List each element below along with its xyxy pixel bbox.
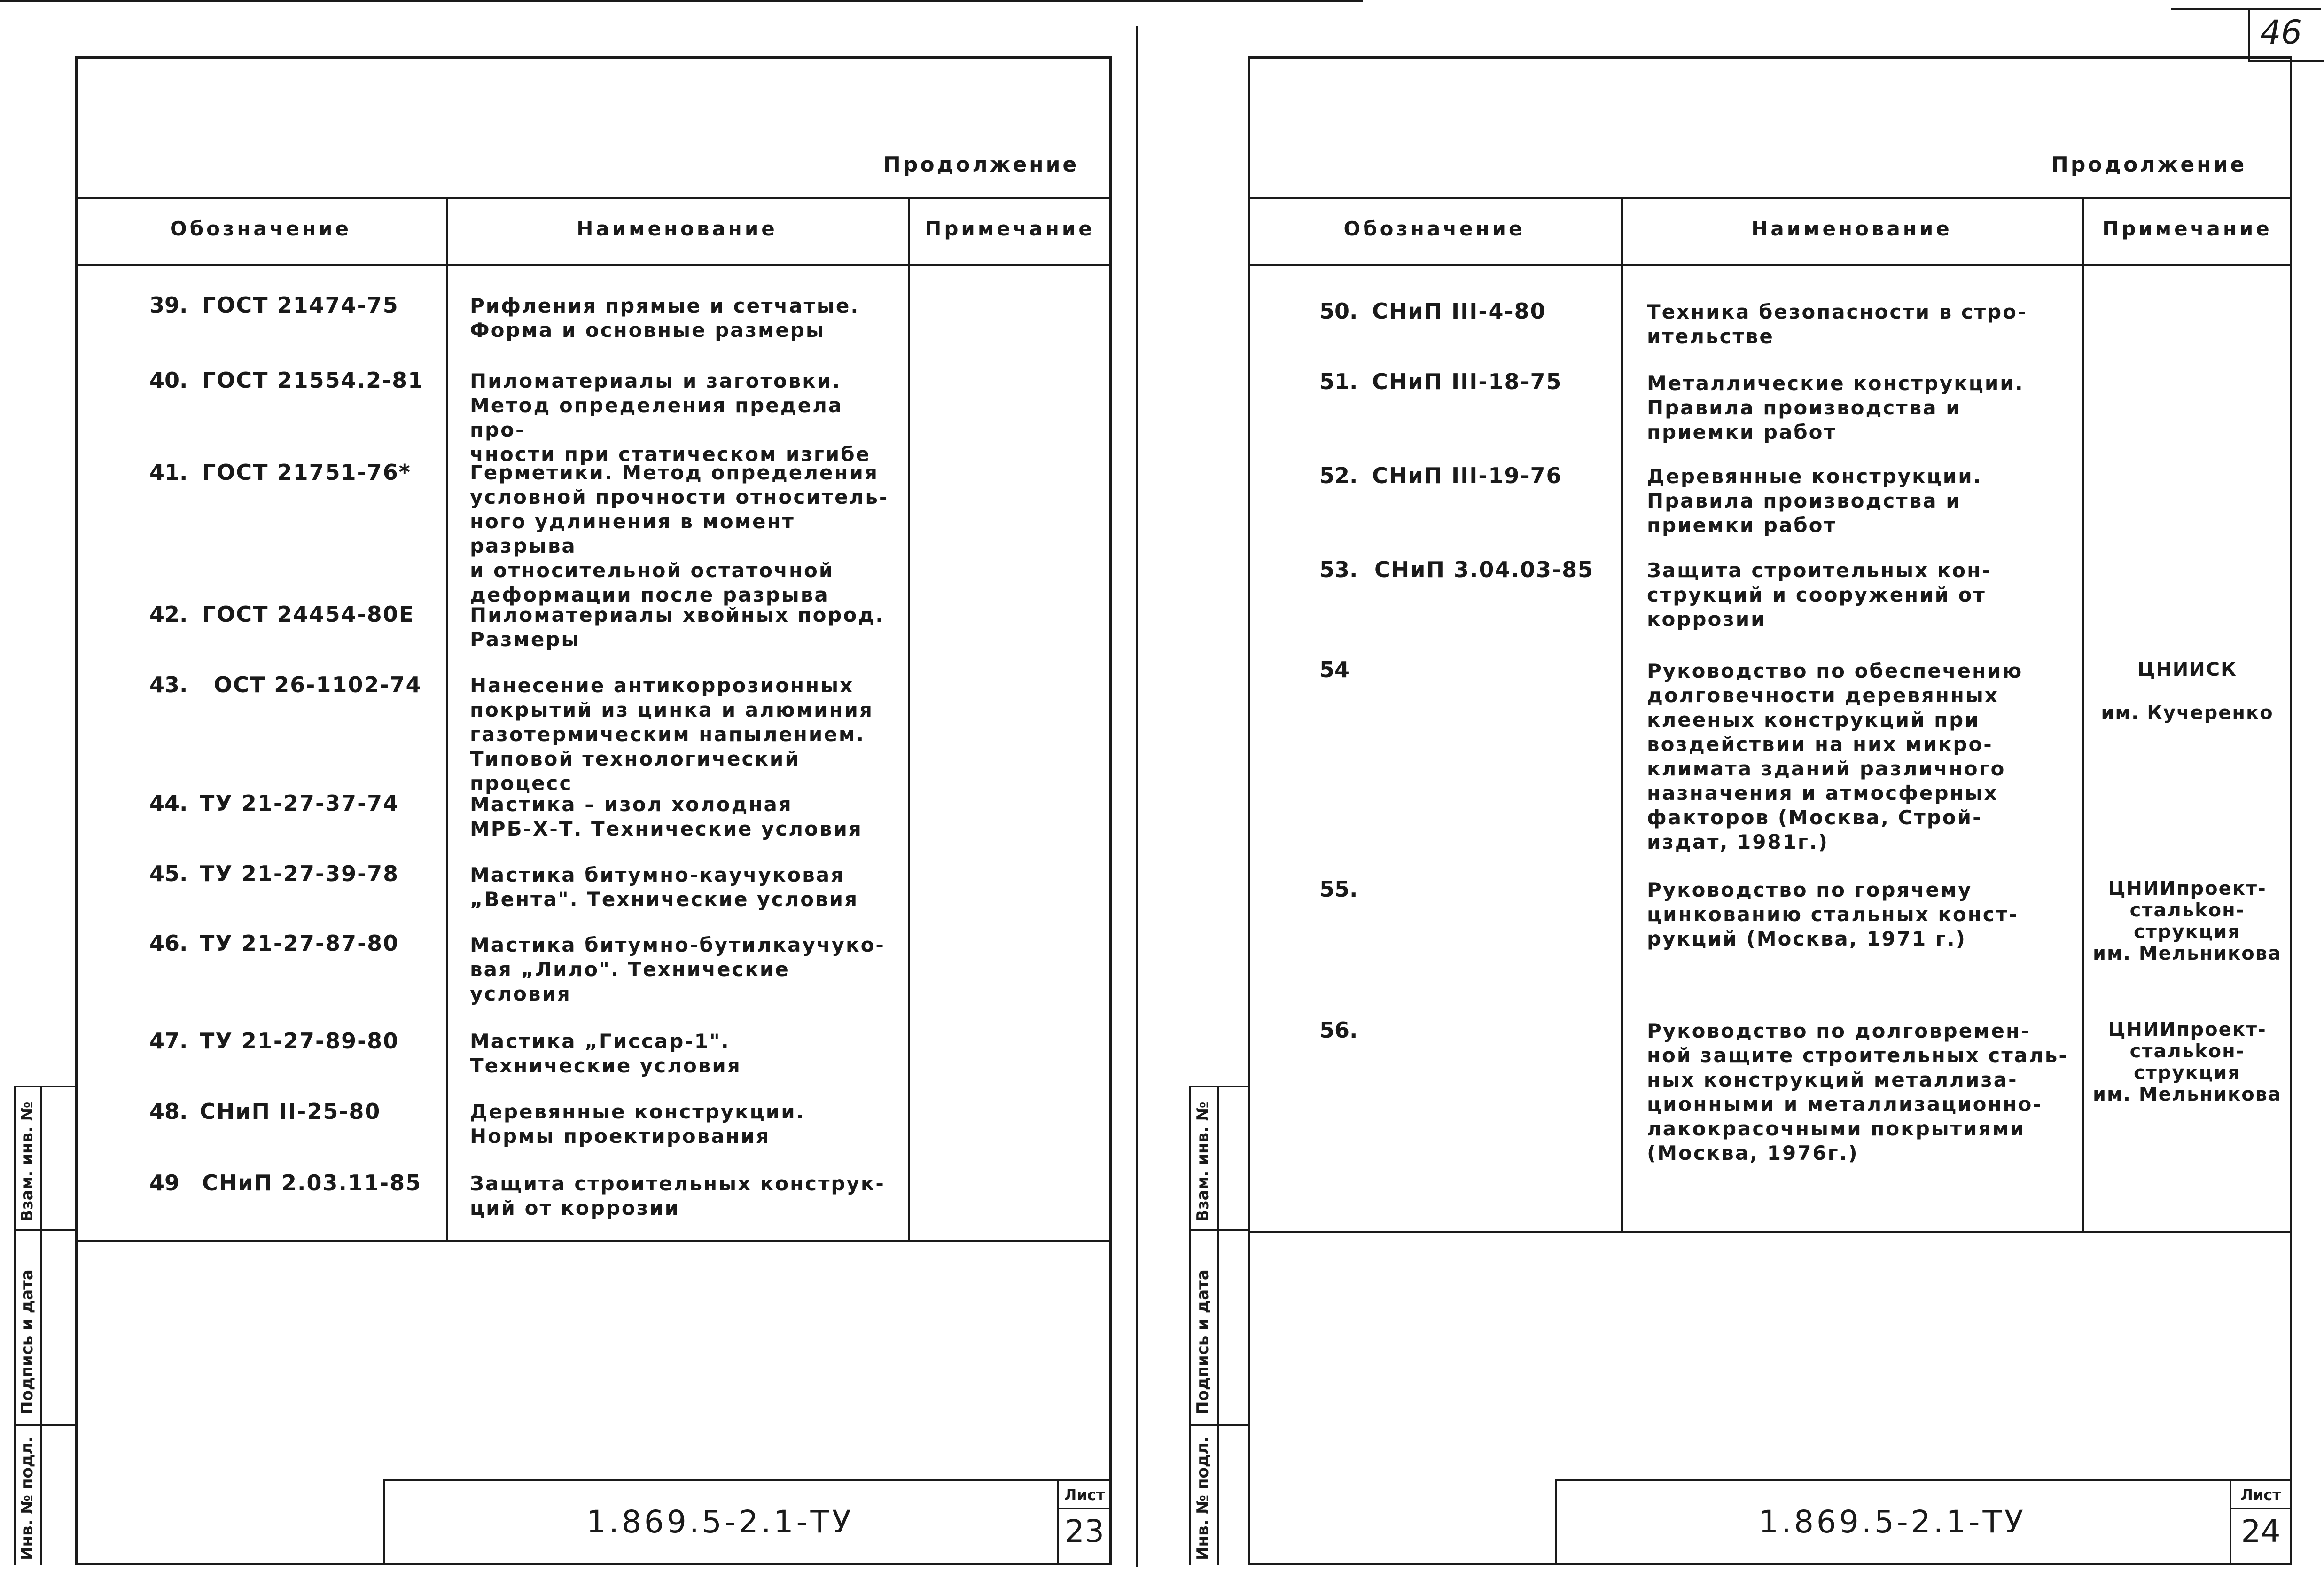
left-doc-code: 1.869.5-2.1-ТУ — [586, 1504, 854, 1540]
row-number: 47. — [149, 1028, 188, 1054]
left-continuation-label: Продолжение — [883, 153, 1079, 177]
left-side-label-replace: Взам. инв. № — [18, 1102, 37, 1222]
row-number: 48. — [149, 1099, 188, 1124]
row-designation: ТУ 21-27-37-74 — [200, 790, 399, 816]
page-number-box-top — [2171, 8, 2321, 10]
right-doc-code: 1.869.5-2.1-ТУ — [1758, 1504, 2027, 1540]
right-stamp-sheet-line — [2230, 1508, 2292, 1509]
row-number: 55. — [1319, 876, 1358, 902]
row-name: Рифления прямые и сетчатые. Форма и основные размеры — [470, 294, 860, 342]
row-number: 42. — [149, 602, 188, 627]
fold-line — [1136, 26, 1138, 1567]
right-sheet-label: Лист — [2240, 1486, 2281, 1504]
left-side-stamp-div-1 — [14, 1229, 75, 1231]
row-number: 52. — [1319, 463, 1358, 488]
row-note: ЦНИИСК им. Кучеренко — [2101, 659, 2274, 724]
row-note: ЦНИИпроект- стальkон- струкция им. Мельникова — [2093, 1019, 2282, 1105]
row-name: Мастика битумно-бутилкаучуко- вая „Лило". Технические условия — [470, 933, 885, 1005]
row-name: Пиломатериалы хвойных пород. Размеры — [470, 603, 885, 651]
row-number: 53. — [1319, 557, 1358, 582]
left-stamp-top-line — [383, 1479, 1112, 1481]
left-side-stamp-outer — [14, 1086, 16, 1565]
row-number: 56. — [1319, 1017, 1358, 1043]
row-designation: ГОСТ 24454-80Е — [202, 602, 415, 627]
row-name: Техника безопасности в стро- ительстве — [1647, 300, 2028, 348]
row-number: 45. — [149, 861, 188, 886]
right-side-stamp-outer — [1189, 1086, 1191, 1565]
row-name: Мастика – изол холодная МРБ-Х-Т. Технические условия — [470, 793, 863, 840]
row-name: Мастика „Гиссар-1". Технические условия — [470, 1030, 741, 1077]
row-designation: ГОСТ 21751-76* — [202, 460, 411, 485]
row-number: 41. — [149, 460, 188, 485]
right-side-stamp-div-1 — [1189, 1229, 1248, 1231]
row-number: 46. — [149, 930, 188, 956]
right-side-stamp-top — [1189, 1086, 1248, 1087]
right-header-designation: Обозначение — [1343, 217, 1525, 240]
row-designation: СНиП 2.03.11-85 — [202, 1170, 422, 1196]
row-name: Металлические конструкции. Правила производства и приемки работ — [1647, 372, 2024, 444]
left-side-stamp-top — [14, 1086, 75, 1087]
row-designation: ТУ 21-27-87-80 — [200, 930, 399, 956]
page-number-box-left — [2248, 8, 2250, 61]
row-designation: СНиП III-4-80 — [1372, 298, 1546, 324]
row-designation: ГОСТ 21474-75 — [202, 292, 399, 318]
row-designation: СНиП II-25-80 — [200, 1099, 381, 1124]
row-number: 44. — [149, 790, 188, 816]
left-header-designation: Обозначение — [170, 217, 351, 240]
left-side-stamp-line — [40, 1086, 42, 1565]
right-table-bottom-line — [1248, 1231, 2292, 1233]
row-name: Руководство по обеспечению долговечности деревянных клееных конструкций при воздействии на них микро- климата зданий различного назначения и атмосферных факторов (Москва, Строй- издат, 1981г.) — [1647, 659, 2023, 853]
right-side-stamp-div-2 — [1189, 1424, 1248, 1426]
right-side-label-inv: Инв. № подл. — [1193, 1436, 1212, 1560]
row-name: Руководство по долговремен- ной защите строительных сталь- ных конструкций металлиза- ционными и металлизационно- лакокрасочными покрытиями (Москва, 1976г.) — [1647, 1019, 2068, 1165]
row-number: 54 — [1319, 657, 1350, 682]
row-name: Защита строительных конструк- ций от коррозии — [470, 1172, 885, 1220]
right-header-name: Наименование — [1751, 217, 1952, 240]
top-edge-line — [0, 0, 1363, 2]
left-sheet-label: Лист — [1064, 1486, 1105, 1504]
right-stamp-top-line — [1555, 1479, 2292, 1481]
left-stamp-sheet-line — [1057, 1508, 1112, 1509]
left-col-divider-1 — [446, 197, 448, 1241]
row-number: 43. — [149, 672, 188, 697]
left-header-top-line — [75, 197, 1112, 199]
row-designation: ГОСТ 21554.2-81 — [202, 367, 424, 393]
right-side-label-replace: Взам. инв. № — [1193, 1102, 1212, 1222]
left-table-bottom-line — [75, 1240, 1112, 1242]
row-number: 40. — [149, 367, 188, 393]
row-name: Руководство по горячему цинкованию стальных конст- рукций (Москва, 1971 г.) — [1647, 878, 2019, 950]
row-number: 39. — [149, 292, 188, 318]
left-header-note: Примечание — [925, 217, 1095, 240]
row-designation: ТУ 21-27-89-80 — [200, 1028, 399, 1054]
row-designation: ОСТ 26-1102-74 — [214, 672, 422, 697]
right-side-stamp-line — [1217, 1086, 1219, 1565]
row-number: 49 — [149, 1170, 180, 1196]
row-designation: СНиП 3.04.03-85 — [1374, 557, 1594, 582]
row-name: Деревянные конструкции. Нормы проектирования — [470, 1100, 805, 1148]
row-name: Нанесение антикоррозионных покрытий из цинка и алюминия газотермическим напылением. Типовой технологический процесс — [470, 674, 873, 795]
right-sheet-number: 24 — [2241, 1513, 2281, 1549]
row-note: ЦНИИпроект- стальkон- струкция им. Мельникова — [2093, 878, 2282, 964]
row-designation: ТУ 21-27-39-78 — [200, 861, 399, 886]
left-side-label-inv: Инв. № подл. — [18, 1436, 37, 1560]
page-number: 46 — [2260, 13, 2302, 52]
row-number: 51. — [1319, 369, 1358, 394]
row-name: Герметики. Метод определения условной прочности относитель- ного удлинения в момент разрыва и относительной остаточной деформации после разрыва — [470, 461, 889, 606]
row-name: Деревянные конструкции. Правила производства и приемки работ — [1647, 465, 1982, 537]
right-header-note: Примечание — [2102, 217, 2272, 240]
right-continuation-label: Продолжение — [2051, 153, 2247, 177]
left-header-name: Наименование — [577, 217, 778, 240]
row-number: 50. — [1319, 298, 1358, 324]
row-name: Защита строительных кон- струкций и сооружений от коррозии — [1647, 559, 1992, 631]
right-header-bottom-line — [1248, 264, 2292, 266]
left-side-label-sign: Подпись и дата — [18, 1269, 37, 1415]
left-side-stamp-div-2 — [14, 1424, 75, 1426]
right-col-divider-1 — [1621, 197, 1623, 1231]
right-side-label-sign: Подпись и дата — [1193, 1269, 1212, 1415]
left-col-divider-2 — [908, 197, 910, 1241]
row-designation: СНиП III-19-76 — [1372, 463, 1562, 488]
right-header-top-line — [1248, 197, 2292, 199]
row-name: Пиломатериалы и заготовки. Метод определения предела про- чности при статическом изгибе — [470, 369, 871, 466]
row-name: Мастика битумно-каучуковая „Вента". Технические условия — [470, 863, 859, 911]
row-designation: СНиП III-18-75 — [1372, 369, 1562, 394]
left-sheet-number: 23 — [1065, 1513, 1104, 1549]
left-header-bottom-line — [75, 264, 1112, 266]
